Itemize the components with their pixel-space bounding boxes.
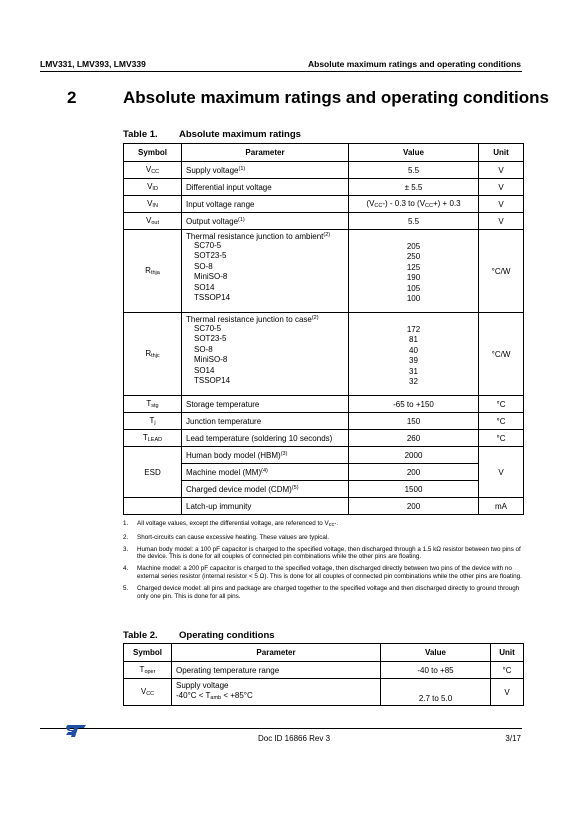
table-row bbox=[124, 498, 524, 515]
footnote-ref: (2) bbox=[311, 315, 319, 321]
package-value: 250 bbox=[406, 252, 421, 262]
group-title-text: Thermal resistance junction to ambient bbox=[186, 232, 324, 241]
unit-cell: V bbox=[479, 196, 524, 213]
symbol-cell bbox=[124, 162, 182, 179]
footnote-number: 1. bbox=[123, 520, 129, 527]
table-row bbox=[124, 447, 524, 464]
unit-cell: V bbox=[479, 213, 524, 230]
table-row bbox=[124, 464, 524, 481]
value-part: -) - 0.3 to (V bbox=[382, 199, 426, 208]
value-cell: ± 5.5 bbox=[349, 179, 479, 196]
footnote-ref: (4) bbox=[261, 467, 268, 474]
package-value: 190 bbox=[406, 273, 421, 283]
symbol-main: T bbox=[149, 416, 155, 425]
footnote-text: -. bbox=[334, 520, 339, 527]
symbol-main: T bbox=[139, 665, 145, 674]
footnote-text: Machine model: a 200 pF capacitor is charged to the specified voltage, then discharged directly between two pins of the device with no external series resistor (internal resistor < 5 Ω). This is done for all couples of connected pin combinations while the other pins are floating. bbox=[137, 565, 522, 580]
package-item: SO14 bbox=[194, 365, 215, 375]
col-header-parameter: Parameter bbox=[182, 144, 349, 162]
package-value: 125 bbox=[406, 262, 421, 272]
symbol-subscript: thjc bbox=[151, 353, 160, 359]
symbol-subscript: LEAD bbox=[147, 437, 163, 443]
value-cell: 5.5 bbox=[349, 213, 479, 230]
package-item: SOT23-5 bbox=[194, 334, 227, 344]
value-cell: -65 to +150 bbox=[349, 396, 479, 413]
package-value: 105 bbox=[406, 283, 421, 293]
package-value: 32 bbox=[409, 377, 418, 387]
value-cell: 2.7 to 5.0 bbox=[381, 679, 491, 706]
table-row bbox=[124, 396, 524, 413]
absolute-max-ratings-table bbox=[123, 143, 524, 515]
symbol-main: T bbox=[142, 433, 148, 442]
symbol-cell: ESD bbox=[124, 447, 182, 498]
symbol-cell bbox=[124, 213, 182, 230]
parameter-cell: Storage temperature bbox=[182, 396, 349, 413]
section-title: Absolute maximum ratings and operating conditions bbox=[123, 88, 549, 107]
unit-cell: °C bbox=[479, 430, 524, 447]
table-row bbox=[124, 662, 524, 679]
value-cell: 200 bbox=[349, 498, 479, 515]
symbol-subscript: oper bbox=[144, 669, 156, 675]
package-item: SO-8 bbox=[194, 261, 213, 271]
col-header-symbol: Symbol bbox=[124, 144, 182, 162]
unit-cell: °C/W bbox=[479, 313, 524, 396]
unit-cell: V bbox=[479, 162, 524, 179]
symbol-main: T bbox=[146, 399, 152, 408]
footnote-number: 3. bbox=[123, 545, 129, 553]
symbol-main: V bbox=[147, 182, 153, 191]
value-cell: 150 bbox=[349, 413, 479, 430]
unit-cell: V bbox=[479, 179, 524, 196]
group-title bbox=[186, 313, 344, 324]
parameter-text: Charged device model (CDM) bbox=[186, 484, 292, 494]
symbol-cell bbox=[124, 196, 182, 213]
symbol-main: V bbox=[140, 687, 147, 696]
col-header-parameter: Parameter bbox=[172, 644, 381, 662]
unit-cell: °C/W bbox=[479, 230, 524, 313]
footnote-text: Human body model: a 100 pF capacitor is charged to the specified voltage, then discharged through a 1.5 kΩ resistor between two pins of the device. This is done for all couples of connected pin combinations while the other pins are floating. bbox=[137, 545, 521, 561]
parameter-cell bbox=[172, 679, 381, 706]
col-header-value: Value bbox=[381, 644, 491, 662]
unit-cell: °C bbox=[479, 413, 524, 430]
footnote bbox=[123, 565, 523, 581]
parameter-subscript: amb bbox=[210, 695, 222, 701]
package-item: SO-8 bbox=[194, 344, 213, 354]
parameter-text: Output voltage bbox=[186, 216, 239, 226]
col-header-value: Value bbox=[349, 144, 479, 162]
table-row bbox=[124, 481, 524, 498]
symbol-subscript: ID bbox=[152, 186, 158, 192]
package-item: TSSOP14 bbox=[194, 376, 231, 386]
col-header-unit: Unit bbox=[479, 144, 524, 162]
table1-caption-title: Absolute maximum ratings bbox=[179, 129, 301, 140]
parameter-text: -40°C < T bbox=[176, 691, 211, 700]
symbol-cell bbox=[124, 498, 182, 515]
table2-caption bbox=[123, 630, 275, 641]
symbol-cell bbox=[124, 430, 182, 447]
table-row bbox=[124, 179, 524, 196]
footnote-ref: (1) bbox=[238, 165, 246, 172]
symbol-subscript: IN bbox=[152, 203, 158, 209]
symbol-cell bbox=[124, 396, 182, 413]
package-value: 81 bbox=[409, 335, 418, 345]
value-cell bbox=[349, 196, 479, 213]
symbol-subscript: thja bbox=[150, 270, 160, 276]
running-header-right: Absolute maximum ratings and operating conditions bbox=[308, 59, 521, 69]
value-cell: 260 bbox=[349, 430, 479, 447]
footnote-number: 4. bbox=[123, 565, 129, 573]
parameter-cell bbox=[182, 162, 349, 179]
footnote-text: Charged device model: all pins and package are charged together to the specified voltage and then discharged directly to ground through only one pin. This is done for all pins. bbox=[137, 584, 520, 600]
value-cell bbox=[349, 230, 479, 313]
symbol-cell bbox=[124, 679, 172, 706]
table1-caption bbox=[123, 129, 301, 140]
table-header-row bbox=[124, 144, 524, 162]
value-cell: 200 bbox=[349, 464, 479, 481]
parameter-text: < +85°C bbox=[221, 691, 253, 700]
value-subscript: CC bbox=[425, 203, 433, 209]
footnote bbox=[123, 520, 523, 530]
footnote-number: 2. bbox=[123, 533, 129, 541]
parameter-cell: Operating temperature range bbox=[172, 662, 381, 679]
table-row bbox=[124, 313, 524, 396]
footnote-ref: (1) bbox=[238, 216, 245, 223]
footnote bbox=[123, 534, 523, 542]
package-item: SOT23-5 bbox=[194, 251, 227, 261]
symbol-main: R bbox=[145, 266, 151, 275]
footnote-ref: (5) bbox=[291, 484, 299, 491]
st-logo-icon bbox=[65, 724, 87, 738]
table-row bbox=[124, 162, 524, 179]
package-value: 40 bbox=[409, 345, 418, 355]
running-header-left: LMV331, LMV393, LMV339 bbox=[40, 59, 146, 69]
table-row bbox=[124, 230, 524, 313]
parameter-cell: Input voltage range bbox=[182, 196, 349, 213]
package-value: 205 bbox=[406, 242, 421, 251]
parameter-cell: Lead temperature (soldering 10 seconds) bbox=[182, 430, 349, 447]
parameter-text: Human body model (HBM) bbox=[186, 450, 281, 460]
parameter-cell bbox=[182, 447, 349, 464]
table-row bbox=[124, 413, 524, 430]
symbol-main: V bbox=[147, 199, 153, 208]
value-cell: 5.5 bbox=[349, 162, 479, 179]
symbol-cell bbox=[124, 413, 182, 430]
header-rule bbox=[40, 71, 522, 72]
value-cell: -40 to +85 bbox=[381, 662, 491, 679]
table-row bbox=[124, 430, 524, 447]
symbol-subscript: CC bbox=[151, 169, 160, 175]
value-part: +) + 0.3 bbox=[433, 199, 461, 208]
package-item: SC70-5 bbox=[194, 241, 222, 250]
symbol-main: R bbox=[145, 349, 152, 358]
col-header-unit: Unit bbox=[491, 644, 524, 662]
package-item: SO14 bbox=[194, 282, 215, 292]
symbol-cell bbox=[124, 662, 172, 679]
package-value: 100 bbox=[406, 294, 421, 304]
value-cell: 1500 bbox=[349, 481, 479, 498]
unit-cell: mA bbox=[479, 498, 524, 515]
footnote-ref: (2) bbox=[323, 232, 331, 238]
value-cell: 2000 bbox=[349, 447, 479, 464]
package-value: 39 bbox=[409, 356, 418, 366]
package-item: TSSOP14 bbox=[194, 293, 231, 303]
parameter-text: Supply voltage bbox=[176, 681, 229, 690]
footer-doc-id: Doc ID 16866 Rev 3 bbox=[258, 734, 331, 743]
symbol-subscript: CC bbox=[146, 691, 155, 697]
parameter-cell bbox=[182, 230, 349, 313]
parameter-cell bbox=[182, 213, 349, 230]
package-item: MiniSO-8 bbox=[194, 272, 228, 282]
parameter-cell: Junction temperature bbox=[182, 413, 349, 430]
group-title bbox=[186, 230, 344, 241]
symbol-cell bbox=[124, 179, 182, 196]
table1-footnotes bbox=[123, 520, 523, 604]
package-value: 31 bbox=[409, 366, 418, 376]
table2-caption-title: Operating conditions bbox=[179, 630, 275, 641]
operating-conditions-table bbox=[123, 643, 524, 706]
parameter-text: Supply voltage bbox=[186, 165, 239, 175]
table-row bbox=[124, 213, 524, 230]
table2-caption-number: Table 2. bbox=[123, 630, 158, 641]
footnote-subscript: cc bbox=[328, 522, 335, 528]
footer-page-number: 3/17 bbox=[505, 734, 521, 743]
parameter-condition bbox=[176, 691, 376, 703]
symbol-subscript: stg bbox=[151, 403, 159, 409]
package-item: SC70-5 bbox=[194, 324, 222, 333]
col-header-symbol: Symbol bbox=[124, 644, 172, 662]
footnote-text: Short-circuits can cause excessive heating. These values are typical. bbox=[137, 533, 330, 541]
footnote bbox=[123, 546, 523, 562]
package-item: MiniSO-8 bbox=[194, 355, 228, 365]
table-row bbox=[124, 679, 524, 706]
parameter-cell: Differential input voltage bbox=[182, 179, 349, 196]
unit-cell: °C bbox=[479, 396, 524, 413]
section-number: 2 bbox=[67, 88, 77, 107]
symbol-main: V bbox=[145, 165, 152, 174]
symbol-subscript: j bbox=[154, 420, 156, 426]
footnote-text: All voltage values, except the differential voltage, are referenced to V bbox=[137, 520, 329, 527]
parameter-cell bbox=[182, 481, 349, 498]
parameter-cell bbox=[182, 313, 349, 396]
unit-cell: V bbox=[491, 679, 524, 706]
table1-caption-number: Table 1. bbox=[123, 129, 158, 140]
value-part: (V bbox=[366, 199, 375, 208]
parameter-text: Machine model (MM) bbox=[186, 467, 262, 477]
value-cell bbox=[349, 313, 479, 396]
group-title-text: Thermal resistance junction to case bbox=[186, 315, 312, 324]
footnote bbox=[123, 585, 523, 601]
footnote-ref: (3) bbox=[280, 450, 288, 457]
value-subscript: CC bbox=[374, 203, 383, 209]
symbol-cell bbox=[124, 230, 182, 313]
footnote-number: 5. bbox=[123, 584, 129, 592]
package-value: 172 bbox=[406, 325, 421, 334]
parameter-cell bbox=[182, 464, 349, 481]
table-header-row bbox=[124, 644, 524, 662]
parameter-cell: Latch-up immunity bbox=[182, 498, 349, 515]
footer-rule bbox=[40, 728, 522, 729]
unit-cell: V bbox=[479, 447, 524, 498]
symbol-cell bbox=[124, 313, 182, 396]
symbol-main: V bbox=[146, 216, 152, 225]
unit-cell: °C bbox=[491, 662, 524, 679]
symbol-subscript: out bbox=[151, 220, 159, 226]
table-row bbox=[124, 196, 524, 213]
